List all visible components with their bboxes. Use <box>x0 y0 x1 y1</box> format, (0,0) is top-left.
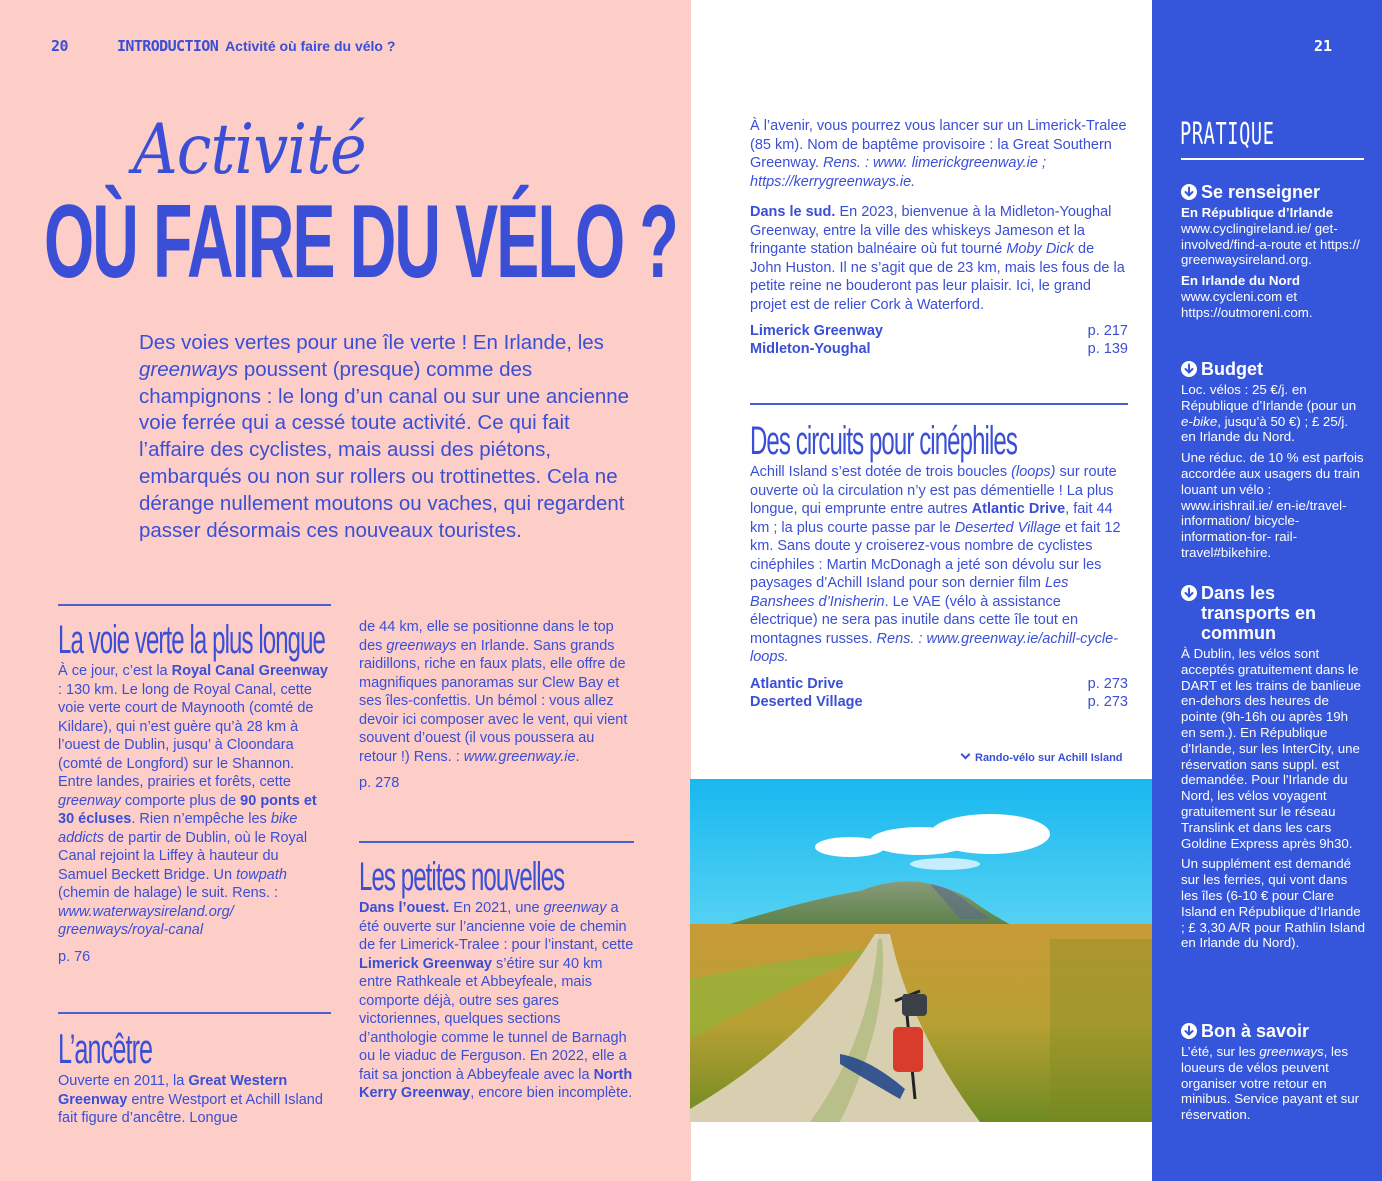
section-body <box>750 463 1128 667</box>
body-italic: Deserted Village <box>954 519 1061 536</box>
xref-page: p. 273 <box>1087 693 1128 710</box>
body-bold: Dans le sud. <box>750 204 836 220</box>
sidebar-title: PRATIQUE <box>1180 117 1275 152</box>
block-heading-text: Dans les transports en commun <box>1201 583 1317 643</box>
intro-paragraph <box>139 330 639 544</box>
running-head-section: INTRODUCTION <box>117 37 219 55</box>
body-italic: towpath <box>236 866 287 883</box>
body-bold: North Kerry Greenway <box>359 1066 633 1101</box>
section-longest <box>58 604 331 966</box>
block-heading-text: Budget <box>1201 359 1263 379</box>
link-text: www.greenway.ie <box>463 748 576 765</box>
body-text: . Rien n’empêche les <box>131 811 271 827</box>
running-head-title: Activité où faire du vélo ? <box>225 38 396 54</box>
block-text: , jusqu’à 50 €) ; £ 25/j. en Irlande du Nord. <box>1181 413 1349 445</box>
body-italic: bike addicts <box>58 811 298 846</box>
block-heading-text: Bon à savoir <box>1201 1021 1310 1041</box>
arrow-down-circle-icon <box>1181 1023 1197 1039</box>
arrow-down-circle-icon <box>1181 184 1197 200</box>
link-text: Rens. : www. limerickgreenway.ie ; https://kerrygreenways.ie. <box>750 155 1047 190</box>
body-text: de 44 km, elle se positionne dans le top des <box>359 619 614 654</box>
chevron-down-icon <box>961 750 971 760</box>
xref-row <box>750 693 1128 711</box>
page-title <box>44 184 677 300</box>
section-body <box>58 1072 331 1128</box>
block-paragraph: Un supplément est demandé sur les ferries, qui vont dans les îles (6-10 € pour Clare Island en République d’Irlande ; £ 3,30 A/R pour Rathlin Island en Irlande du Nord). <box>1181 856 1366 951</box>
photo-achill-island <box>690 779 1152 1122</box>
body-text: . <box>575 748 580 765</box>
link-text: Rens. : www.greenway.ie/achill-cycle-loops. <box>750 630 1119 665</box>
body-text: À ce jour, c’est la <box>58 663 172 679</box>
landscape-photo <box>690 779 1152 1122</box>
block-text: www.cyclingireland.ie/ get-involved/find-a-route et https:// greenwaysireland.org. <box>1181 220 1360 268</box>
body-bold: Atlantic Drive <box>971 501 1066 517</box>
block-paragraph: Une réduc. de 10 % est parfois accordée aux usagers du train louant un vélo : www.irishrail.ie/ en-ie/travel-information/ bicycle-information-for- rail-travel#bikehire. <box>1181 450 1364 560</box>
sidebar-block-transport <box>1181 583 1366 956</box>
section-ancestor <box>58 1012 331 1128</box>
block-paragraph <box>1181 205 1366 268</box>
body-text: . Le VAE (vélo à assistance électrique) ne sera pas inutile dans cette île tout en montagnes russes. <box>750 593 1079 647</box>
body-text: À l’avenir, vous pourrez vous lancer sur un Limerick-Tralee (85 km). Nom de baptême provisoire : la Great Southern Greenway. <box>750 118 1127 171</box>
xref-row <box>750 675 1128 693</box>
body-italic: greenway <box>543 900 607 916</box>
body-bold: 90 ponts et 30 écluses <box>58 792 317 827</box>
body-bold: Royal Canal Greenway <box>171 663 328 679</box>
block-heading <box>1181 359 1366 379</box>
block-text: www.cycleni.com et https://outmoreni.com. <box>1181 288 1313 320</box>
xref-page: p. 273 <box>1087 675 1128 692</box>
block-subheading: En Irlande du Nord <box>1181 273 1300 289</box>
section-news-continued <box>750 117 1128 358</box>
running-head <box>117 37 395 55</box>
body-text: Ouverte en 2011, la <box>58 1073 189 1089</box>
body-text: et fait 12 km. Sans doute y croiserez-vous nombre de cyclistes cinéphiles : Martin McDonagh a jeté son dévolu sur les paysages d’Achill Island pour son dernier film <box>750 519 1121 591</box>
section-news <box>359 841 634 1103</box>
xref-row <box>750 340 1128 358</box>
section-divider <box>359 841 634 843</box>
title-script: Activité <box>133 108 366 190</box>
body-bold: Dans l’ouest. <box>359 900 450 916</box>
xref-name: Midleton-Youghal <box>750 341 871 357</box>
arrow-down-circle-icon <box>1181 585 1197 601</box>
section-body <box>750 203 1128 314</box>
body-text: Achill Island s’est dotée de trois boucles <box>750 464 1012 480</box>
block-italic: e-bike <box>1181 413 1218 429</box>
xref-name: Deserted Village <box>750 693 863 710</box>
intro-text: Des voies vertes pour une île verte ! En Irlande, les <box>139 331 604 354</box>
page-title-text: OÙ FAIRE DU VÉLO ? <box>44 184 677 300</box>
link-text: www.waterwaysireland.org/ greenways/royal-canal <box>58 903 234 938</box>
section-cinephiles <box>750 403 1128 711</box>
block-heading <box>1181 583 1366 643</box>
body-text: s’étire sur 40 km entre Rathkeale et Abbeyfeale, mais comporte déjà, outre ses gares victoriennes, quelques sections d’anthologie comme le tunnel de Barnagh ou le viaduc de Ferguson. En 2022, elle a fait sa jonction à Abbeyfeale avec la <box>359 955 627 1083</box>
body-text: , encore bien incomplète. <box>470 1085 633 1101</box>
body-text: (chemin de halage) le suit. Rens. : <box>58 885 279 901</box>
xref-row <box>750 322 1128 340</box>
cross-references <box>750 322 1128 358</box>
xref-name: Limerick Greenway <box>750 323 883 339</box>
body-text: , fait 44 km ; la plus courte passe par le <box>750 501 1113 536</box>
intro-text: poussent (presque) comme des champignons : le long d’un canal ou sur une ancienne voie ferrée qui a cessé toute activité. Ce qui fait l’affaire des cyclistes, mais aussi des piétons, embarqués ou non sur rollers ou trottinettes. Cela ne dérange nullement moutons ou vaches, qui regardent passer désormais ces nouveaux touristes. <box>139 357 630 542</box>
body-italic: Les Banshees d’Inisherin <box>750 575 1069 610</box>
block-paragraph <box>1181 1044 1366 1123</box>
xref-page: p. 217 <box>1087 323 1128 339</box>
body-italic: (loops) <box>1011 464 1056 480</box>
xref-name: Atlantic Drive <box>750 675 844 692</box>
block-heading-text: Se renseigner <box>1201 182 1321 202</box>
body-text: : 130 km. Le long de Royal Canal, cette voie verte court de Maynooth (comté de Kildare), qui n’est guère qu’à 28 km à l’ouest de Dublin, jusqu’ à Cloondara (comté de Longford) sur le Shannon. Entre landes, prairies et forêts, cette <box>58 681 314 790</box>
section-divider <box>58 1012 331 1014</box>
section-body <box>359 899 634 1103</box>
section-body <box>58 662 331 940</box>
body-text: En 2021, une <box>449 900 544 916</box>
sidebar-block-good-to-know <box>1181 1021 1366 1128</box>
body-italic: greenways <box>386 637 457 654</box>
body-text: de John Huston. Il ne s’agit que de 23 km, mais les fous de la petite reine ne bouderont pas leur plaisir. Ici, le grand projet est de relier Cork à Waterford. <box>750 241 1125 313</box>
body-text: En 2023, bienvenue à la Midleton-Youghal Greenway, entre la ville des whiskeys Jameson et la fringante station balnéaire où fut tourné <box>750 204 1112 257</box>
block-italic: greenways <box>1259 1044 1324 1059</box>
block-heading <box>1181 1021 1366 1041</box>
section-divider <box>58 604 331 606</box>
section-body <box>359 618 634 766</box>
section-heading: Les petites nouvelles <box>359 855 565 899</box>
photo-caption <box>962 752 1123 764</box>
body-italic: greenway <box>58 792 121 809</box>
block-text: L’été, sur les <box>1181 1044 1260 1059</box>
block-subheading: En République d’Irlande <box>1181 205 1334 220</box>
body-text: comporte plus de <box>120 792 241 809</box>
body-italic: Moby Dick <box>1006 241 1075 257</box>
block-text: , les loueurs de vélos peuvent organiser votre retour en minibus. Service payant et sur réservation. <box>1181 1044 1360 1123</box>
section-ancestor-continued <box>359 618 634 793</box>
section-divider <box>750 403 1128 405</box>
page-reference: p. 278 <box>359 775 400 791</box>
body-text: de partir de Dublin, où le Royal Canal rejoint la Liffey à hauteur du Samuel Beckett Bridge. Un <box>58 829 308 883</box>
xref-page: p. 139 <box>1087 341 1128 357</box>
block-text: Loc. vélos : 25 €/j. en République d’Irlande (pour un <box>1181 382 1357 413</box>
sidebar-block-budget <box>1181 359 1366 566</box>
body-text: a été ouverte sur l’ancienne voie de chemin de fer Limerick-Tralee : pour l’instant, cette <box>359 900 634 953</box>
block-paragraph <box>1181 273 1366 320</box>
page-number-right: 21 <box>1314 37 1333 55</box>
block-heading <box>1181 182 1366 202</box>
page-number-left: 20 <box>51 37 69 55</box>
caption-text: Rando-vélo sur Achill Island <box>975 752 1123 764</box>
sidebar-block-info <box>1181 182 1366 326</box>
sidebar-divider <box>1181 158 1364 160</box>
section-heading: L’ancêtre <box>58 1025 153 1072</box>
section-heading: Des circuits pour cinéphiles <box>750 419 1017 463</box>
cross-references <box>750 675 1128 711</box>
page-reference: p. 76 <box>58 948 91 965</box>
block-paragraph <box>1181 382 1366 445</box>
intro-italic: greenways <box>139 357 239 381</box>
body-text: en Irlande. Sans grands raidillons, riche en faux plats, elle offre de magnifiques panoramas sur Clew Bay et ses îles-confettis. Un bémol : vous allez devoir ici composer avec le vent, qui vient souvent d’ouest (il vous poussera au retour !) Rens. : <box>359 637 628 765</box>
body-bold: Limerick Greenway <box>359 955 492 972</box>
section-body <box>750 117 1128 191</box>
body-text: sur route ouverte où la circulation n’y est pas démentielle ! La plus longue, qui emprunte entre autres <box>750 464 1117 517</box>
arrow-down-circle-icon <box>1181 361 1197 377</box>
block-paragraph: À Dublin, les vélos sont acceptés gratuitement dans le DART et les trains de banlieue en-dehors des heures de pointe (9h-16h ou après 19h en sem.). En République d'Irlande, sur les InterCity, une réservation sans suppl. est demandée. Pour l'Irlande du Nord, les vélos voyagent gratuitement sur le réseau Translink et dans les cars Goldine Express après 9h30. <box>1181 646 1361 851</box>
body-text: entre Westport et Achill Island fait figure d’ancêtre. Longue <box>58 1091 323 1126</box>
body-bold: Great Western Greenway <box>58 1073 288 1108</box>
section-heading: La voie verte la plus longue <box>58 618 325 662</box>
